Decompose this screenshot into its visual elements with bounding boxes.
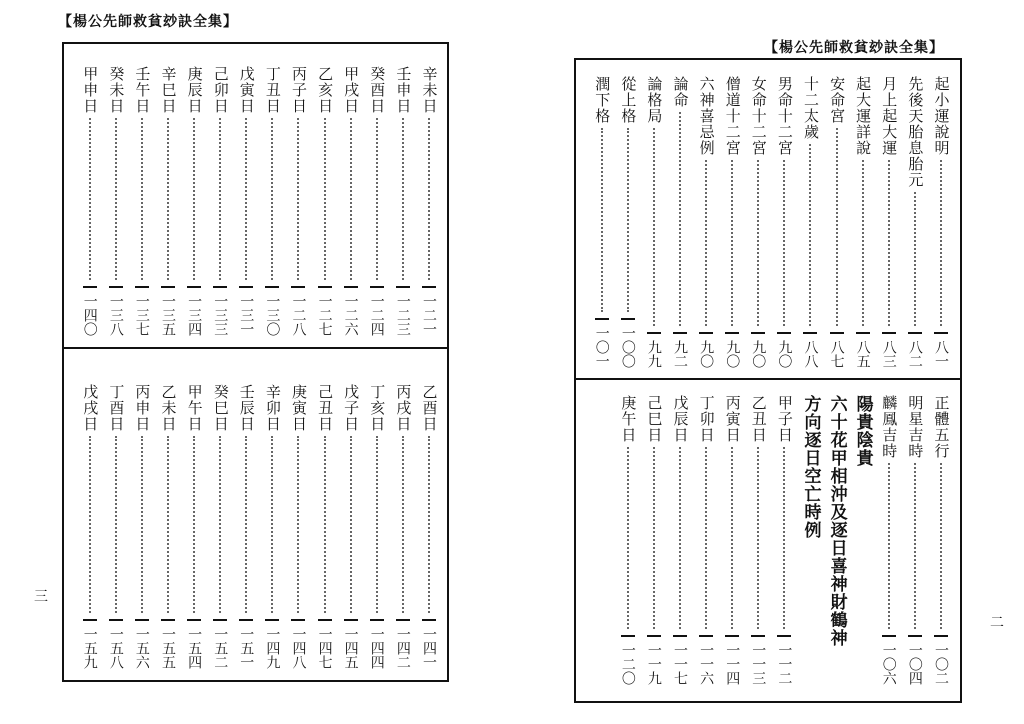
dot-leader [350, 118, 352, 280]
toc-entry [259, 384, 285, 669]
toc-entry-page: 一四一 [420, 627, 437, 669]
toc-entry-page: 一三三 [212, 294, 229, 336]
dot-leader [783, 160, 785, 326]
leader-dash [647, 635, 661, 637]
dot-leader [627, 128, 629, 312]
toc-entry [667, 76, 693, 368]
left-top-contents [64, 66, 447, 336]
dot-leader [89, 118, 91, 280]
toc-entry-title: 癸未日 [107, 66, 126, 114]
toc-entry [103, 66, 129, 336]
dot-leader [653, 128, 655, 326]
leader-dash [725, 332, 739, 334]
leader-dash [777, 332, 791, 334]
leader-dash [344, 619, 358, 621]
toc-entry [928, 76, 954, 368]
section-heading [850, 395, 876, 685]
toc-entry-page: 八一 [932, 340, 949, 368]
toc-entry-title: 庚辰日 [185, 66, 204, 114]
dot-leader [862, 160, 864, 326]
toc-entry-title: 起大運詳說 [854, 76, 873, 156]
toc-entry-page: 一二七 [316, 294, 333, 336]
leader-dash [396, 619, 410, 621]
toc-entry [390, 66, 416, 336]
dot-leader [731, 160, 733, 326]
toc-entry-page: 一一三 [750, 643, 767, 685]
toc-entry [771, 76, 797, 368]
dot-leader [271, 118, 273, 280]
toc-entry-page: 一三四 [186, 294, 203, 336]
right-bottom-contents [576, 395, 960, 685]
toc-entry-title: 癸巳日 [211, 384, 230, 432]
toc-entry-title: 辛未日 [420, 66, 439, 114]
toc-entry-title: 庚寅日 [289, 384, 308, 432]
dot-leader [271, 436, 273, 613]
leader-dash [265, 286, 279, 288]
toc-entry [390, 384, 416, 669]
toc-entry [745, 395, 771, 685]
dot-leader [627, 447, 629, 629]
section-heading-text: 陽貴陰貴 [852, 395, 873, 467]
leader-dash [751, 332, 765, 334]
toc-entry-page: 九〇 [724, 340, 741, 368]
leader-dash [699, 635, 713, 637]
toc-entry [641, 76, 667, 368]
toc-entry-title: 庚午日 [619, 395, 638, 443]
toc-entry-title: 丁酉日 [107, 384, 126, 432]
toc-entry [312, 66, 338, 336]
toc-entry-title: 癸酉日 [368, 66, 387, 114]
dot-leader [679, 112, 681, 326]
dot-leader [219, 436, 221, 613]
dot-leader [167, 118, 169, 280]
leader-dash [856, 332, 870, 334]
toc-entry [745, 76, 771, 368]
toc-entry [615, 395, 641, 685]
dot-leader [757, 160, 759, 326]
leader-dash [882, 332, 896, 334]
toc-entry-title: 起小運說明 [932, 76, 951, 156]
toc-entry-page: 一四五 [342, 627, 359, 669]
toc-entry-title: 正體五行 [932, 395, 951, 459]
dot-leader [888, 160, 890, 326]
toc-entry-page: 一二六 [342, 294, 359, 336]
left-page-frame [62, 42, 449, 682]
leader-dash [595, 318, 609, 320]
dot-leader [245, 436, 247, 613]
toc-entry-page: 一二八 [290, 294, 307, 336]
toc-entry [719, 395, 745, 685]
toc-entry-page: 九〇 [776, 340, 793, 368]
toc-entry-page: 一五八 [107, 627, 124, 669]
leader-dash [621, 635, 635, 637]
toc-entry-page: 一一六 [698, 643, 715, 685]
dot-leader [297, 436, 299, 613]
dot-leader [324, 118, 326, 280]
toc-entry-title: 女命十二宮 [749, 76, 768, 156]
leader-dash [161, 619, 175, 621]
toc-entry-title: 甲戌日 [342, 66, 361, 114]
dot-leader [705, 160, 707, 326]
toc-entry [207, 384, 233, 669]
leader-dash [396, 286, 410, 288]
leader-dash [699, 332, 713, 334]
toc-entry [285, 384, 311, 669]
toc-entry [667, 395, 693, 685]
toc-entry-title: 乙亥日 [316, 66, 335, 114]
leader-dash [109, 619, 123, 621]
dot-leader [297, 118, 299, 280]
leader-dash [934, 332, 948, 334]
toc-entry-page: 一五五 [160, 627, 177, 669]
book-title-left: 【楊公先師救貧玅訣全集】 [58, 14, 238, 30]
toc-entry-title: 辛卯日 [263, 384, 282, 432]
toc-entry-page: 一三七 [133, 294, 150, 336]
toc-entry-title: 戊戌日 [81, 384, 100, 432]
dot-leader [428, 436, 430, 613]
right-page-frame [574, 58, 962, 703]
toc-entry-title: 甲申日 [81, 66, 100, 114]
toc-entry-page: 一二三 [394, 294, 411, 336]
toc-entry-title: 潤下格 [593, 76, 612, 124]
leader-dash [673, 635, 687, 637]
dot-leader [350, 436, 352, 613]
toc-entry-title: 論命 [671, 76, 690, 108]
left-page-number: 三 [34, 589, 48, 605]
toc-entry-page: 九〇 [698, 340, 715, 368]
toc-entry [103, 384, 129, 669]
toc-entry-page: 一五二 [212, 627, 229, 669]
leader-dash [135, 286, 149, 288]
dot-leader [428, 118, 430, 280]
dot-leader [836, 128, 838, 326]
toc-entry-title: 男命十二宮 [775, 76, 794, 156]
leader-dash [83, 286, 97, 288]
toc-entry [129, 66, 155, 336]
toc-entry [771, 395, 797, 685]
leader-dash [187, 619, 201, 621]
section-heading-text: 六十花甲相沖及逐日喜神財鶴神 [826, 395, 847, 647]
toc-entry-title: 月上起大運 [880, 76, 899, 156]
toc-entry-title: 丁亥日 [368, 384, 387, 432]
toc-entry-title: 從上格 [619, 76, 638, 124]
toc-entry-page: 一四八 [290, 627, 307, 669]
dot-leader [141, 436, 143, 613]
leader-dash [265, 619, 279, 621]
toc-entry-page: 一〇六 [880, 643, 897, 685]
toc-entry-page: 一三〇 [264, 294, 281, 336]
leader-dash [777, 635, 791, 637]
toc-entry-title: 戊寅日 [237, 66, 256, 114]
toc-entry-title: 麟鳳吉時 [880, 395, 899, 459]
dot-leader [888, 463, 890, 629]
toc-entry-page: 一四九 [264, 627, 281, 669]
toc-entry [233, 384, 259, 669]
toc-entry-page: 一一七 [672, 643, 689, 685]
leader-dash [934, 635, 948, 637]
leader-dash [725, 635, 739, 637]
toc-entry-title: 丙申日 [133, 384, 152, 432]
toc-entry-page: 一三五 [160, 294, 177, 336]
toc-entry [902, 395, 928, 685]
leader-dash [422, 286, 436, 288]
toc-entry-title: 壬辰日 [237, 384, 256, 432]
toc-entry-page: 一三八 [107, 294, 124, 336]
toc-entry-title: 僧道十二宮 [723, 76, 742, 156]
toc-entry-page: 一〇〇 [619, 326, 636, 368]
toc-entry [77, 384, 103, 669]
toc-entry-page: 一五六 [133, 627, 150, 669]
book-title-right: 【楊公先師救貧玅訣全集】 [764, 40, 944, 56]
leader-dash [318, 286, 332, 288]
toc-entry [693, 395, 719, 685]
toc-entry-title: 己丑日 [316, 384, 335, 432]
toc-entry-page: 八八 [802, 340, 819, 368]
dot-leader [914, 463, 916, 629]
toc-entry-page: 九〇 [750, 340, 767, 368]
toc-entry-page: 一三一 [238, 294, 255, 336]
leader-dash [135, 619, 149, 621]
dot-leader [167, 436, 169, 613]
right-page-number: 二 [990, 615, 1004, 631]
toc-entry-page: 八七 [828, 340, 845, 368]
leader-dash [291, 286, 305, 288]
dot-leader [914, 192, 916, 326]
toc-entry-page: 八二 [906, 340, 923, 368]
toc-entry [181, 66, 207, 336]
toc-entry-title: 安命宮 [828, 76, 847, 124]
leader-dash [673, 332, 687, 334]
dot-leader [705, 447, 707, 629]
leader-dash [161, 286, 175, 288]
toc-entry-title: 丁丑日 [263, 66, 282, 114]
toc-entry [155, 384, 181, 669]
toc-entry [416, 66, 442, 336]
dot-leader [376, 436, 378, 613]
toc-entry-title: 丙戌日 [394, 384, 413, 432]
dot-leader [679, 447, 681, 629]
leader-dash [882, 635, 896, 637]
leader-dash [344, 286, 358, 288]
toc-entry [797, 76, 823, 368]
section-heading-text: 方向逐日空亡時例 [800, 395, 821, 539]
toc-entry [416, 384, 442, 669]
leader-dash [370, 619, 384, 621]
toc-entry [129, 384, 155, 669]
toc-entry-title: 論格局 [645, 76, 664, 124]
toc-entry [693, 76, 719, 368]
leader-dash [621, 318, 635, 320]
section-heading [824, 395, 850, 685]
leader-dash [751, 635, 765, 637]
toc-entry-page: 一一二 [776, 643, 793, 685]
toc-entry [902, 76, 928, 368]
toc-entry-page: 一一九 [645, 643, 662, 685]
toc-entry-page: 一五四 [186, 627, 203, 669]
dot-leader [940, 160, 942, 326]
toc-entry-page: 九二 [672, 340, 689, 368]
leader-dash [187, 286, 201, 288]
toc-entry [824, 76, 850, 368]
leader-dash [647, 332, 661, 334]
right-top-contents [576, 76, 960, 368]
toc-entry [155, 66, 181, 336]
leader-dash [908, 635, 922, 637]
dot-leader [757, 447, 759, 629]
toc-entry-page: 一四〇 [81, 294, 98, 336]
toc-entry-page: 一〇四 [906, 643, 923, 685]
toc-entry [181, 384, 207, 669]
leader-dash [213, 619, 227, 621]
dot-leader [115, 436, 117, 613]
toc-entry-page: 一一四 [724, 643, 741, 685]
dot-leader [601, 128, 603, 312]
toc-entry-title: 乙丑日 [749, 395, 768, 443]
dot-leader [324, 436, 326, 613]
toc-entry-title: 甲午日 [185, 384, 204, 432]
toc-entry-title: 辛巳日 [159, 66, 178, 114]
dot-leader [376, 118, 378, 280]
section-heading [797, 395, 823, 685]
toc-entry-title: 十二太歲 [801, 76, 820, 140]
toc-entry [338, 384, 364, 669]
toc-entry-title: 戊子日 [342, 384, 361, 432]
toc-entry-page: 一五九 [81, 627, 98, 669]
dot-leader [193, 118, 195, 280]
dot-leader [141, 118, 143, 280]
toc-entry [589, 76, 615, 368]
toc-entry [876, 395, 902, 685]
dot-leader [940, 463, 942, 629]
toc-entry-title: 乙未日 [159, 384, 178, 432]
leader-dash [109, 286, 123, 288]
dot-leader [809, 144, 811, 326]
dot-leader [219, 118, 221, 280]
toc-entry-page: 一二一 [420, 294, 437, 336]
leader-dash [908, 332, 922, 334]
toc-entry-title: 先後天胎息胎元 [906, 76, 925, 188]
toc-entry-title: 明星吉時 [906, 395, 925, 459]
toc-entry-title: 丙寅日 [723, 395, 742, 443]
toc-entry-page: 八三 [880, 340, 897, 368]
leader-dash [239, 619, 253, 621]
dot-leader [731, 447, 733, 629]
toc-entry [259, 66, 285, 336]
toc-entry-page: 一四七 [316, 627, 333, 669]
dot-leader [193, 436, 195, 613]
dot-leader [402, 436, 404, 613]
toc-entry [719, 76, 745, 368]
toc-entry-title: 己卯日 [211, 66, 230, 114]
toc-entry [285, 66, 311, 336]
toc-entry-page: 一四四 [368, 627, 385, 669]
leader-dash [803, 332, 817, 334]
leader-dash [422, 619, 436, 621]
toc-entry-page: 一〇一 [593, 326, 610, 368]
toc-entry [928, 395, 954, 685]
dot-leader [653, 447, 655, 629]
toc-entry-title: 壬午日 [133, 66, 152, 114]
dot-leader [402, 118, 404, 280]
toc-entry [850, 76, 876, 368]
dot-leader [783, 447, 785, 629]
leader-dash [291, 619, 305, 621]
toc-entry [615, 76, 641, 368]
toc-entry [207, 66, 233, 336]
leader-dash [318, 619, 332, 621]
left-bottom-contents [64, 384, 447, 669]
leader-dash [370, 286, 384, 288]
dot-leader [115, 118, 117, 280]
leader-dash [213, 286, 227, 288]
leader-dash [83, 619, 97, 621]
toc-entry [77, 66, 103, 336]
toc-entry-page: 一四二 [394, 627, 411, 669]
toc-entry [338, 66, 364, 336]
toc-entry-title: 甲子日 [775, 395, 794, 443]
dot-leader [245, 118, 247, 280]
toc-entry-page: 八五 [854, 340, 871, 368]
toc-entry-title: 丙子日 [289, 66, 308, 114]
toc-entry [876, 76, 902, 368]
toc-entry-page: 一二四 [368, 294, 385, 336]
toc-entry [233, 66, 259, 336]
toc-entry [364, 384, 390, 669]
toc-entry-page: 一五一 [238, 627, 255, 669]
leader-dash [239, 286, 253, 288]
toc-entry-page: 一〇二 [932, 643, 949, 685]
toc-entry-title: 壬申日 [394, 66, 413, 114]
leader-dash [830, 332, 844, 334]
toc-entry-title: 戊辰日 [671, 395, 690, 443]
toc-entry-title: 丁卯日 [697, 395, 716, 443]
toc-entry [364, 66, 390, 336]
toc-entry [312, 384, 338, 669]
toc-entry-title: 己巳日 [645, 395, 664, 443]
toc-entry-title: 六神喜忌例 [697, 76, 716, 156]
dot-leader [89, 436, 91, 613]
toc-entry-title: 乙酉日 [420, 384, 439, 432]
toc-entry-page: 一二〇 [619, 643, 636, 685]
toc-entry [641, 395, 667, 685]
toc-entry-page: 九九 [645, 340, 662, 368]
